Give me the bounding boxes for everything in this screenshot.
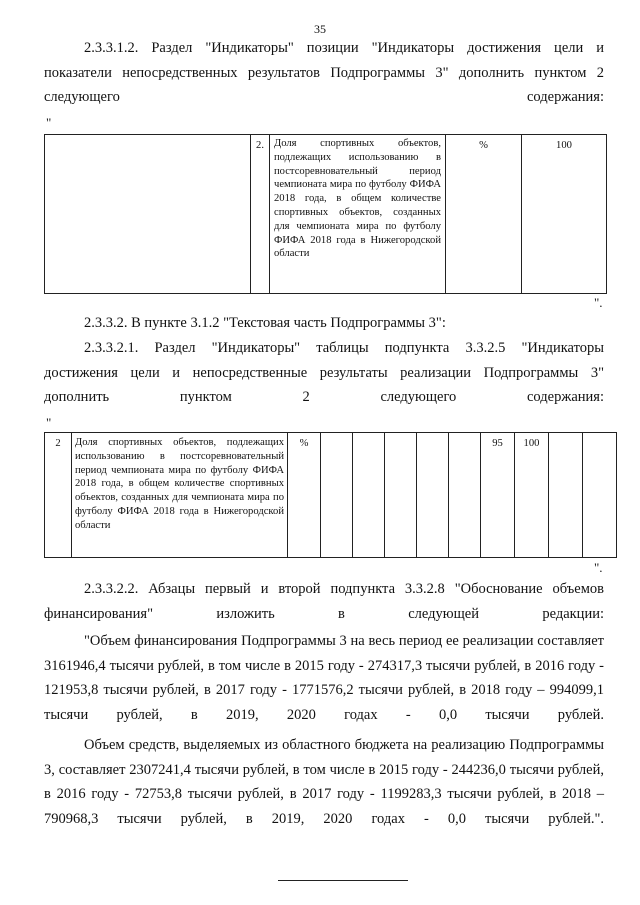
paragraph-2-3-3-2-2: 2.3.3.2.2. Абзацы первый и второй подпункта 3.3.2.8 "Обоснование объемов финансирования" изложить в следующей редакции: bbox=[44, 581, 604, 622]
empty-cell bbox=[385, 433, 417, 558]
table2-open-quote: " bbox=[46, 415, 52, 430]
unit-cell: % bbox=[446, 135, 522, 294]
indicator-name-text: Доля спортивных объектов, подлежащих использованию в постсоревновательный период чемпионата мира по футболу ФИФА 2018 года, в общем количестве спортивных объектов, созданных для чемпионата мира по футболу ФИФА 2018 года в Нижегородской области bbox=[274, 138, 441, 260]
empty-cell bbox=[353, 433, 385, 558]
value-cell: 100 bbox=[522, 135, 607, 294]
table1-open-quote: " bbox=[46, 115, 52, 130]
indicator-name-cell bbox=[270, 135, 446, 294]
table-row bbox=[45, 135, 607, 294]
paragraph-2-3-3-2-1: 2.3.3.2.1. Раздел "Индикаторы" таблицы подпункта 3.3.2.5 "Индикаторы достижения цели и непосредственные результаты реализации Подпрограммы 3" дополнить пунктом 2 следующего содержания: bbox=[44, 340, 604, 405]
table2-close-quote: ". bbox=[594, 560, 603, 575]
page-number: 35 bbox=[314, 22, 326, 36]
paragraph-2-3-3-2: 2.3.3.2. В пункте 3.1.2 "Текстовая часть Подпрограммы 3": bbox=[84, 315, 446, 331]
value-cell-2018: 95 bbox=[481, 433, 515, 558]
empty-cell bbox=[417, 433, 449, 558]
empty-cell bbox=[549, 433, 583, 558]
table1-close-quote: ". bbox=[594, 295, 603, 310]
indicators-table-2 bbox=[44, 432, 617, 558]
paragraph-2-3-3-1-2: 2.3.3.1.2. Раздел "Индикаторы" позиции "Индикаторы достижения цели и показатели непосредственных результатов Подпрограммы 3" дополнить пунктом 2 следующего содержания: bbox=[44, 40, 604, 105]
indicator-name-text: Доля спортивных объектов, подлежащих использованию в постсоревновательный период чемпионата мира по футболу ФИФА 2018 года, в общем количестве спортивных объектов, созданных для чемпионата мира по футболу ФИФА 2018 года в Нижегородской области bbox=[75, 437, 284, 531]
paragraph-financing-total: "Объем финансирования Подпрограммы 3 на весь период ее реализации составляет 3161946,4 тысячи рублей, в том числе в 2015 году - 274317,3 тысячи рублей, в 2016 году - 121953,8 тысячи рублей, в 2017 году - 1771576,2 тысячи рублей, в 2018 году – 994099,1 тысячи рублей, в 2019, 2020 годах - 0,0 тысячи рублей. bbox=[44, 633, 604, 723]
indicator-name-cell bbox=[72, 433, 288, 558]
empty-cell bbox=[583, 433, 617, 558]
footer-divider bbox=[278, 880, 408, 881]
row-number-cell: 2 bbox=[45, 433, 72, 558]
empty-cell bbox=[45, 135, 251, 294]
unit-cell: % bbox=[288, 433, 321, 558]
row-number-cell: 2. bbox=[251, 135, 270, 294]
table-row bbox=[45, 433, 617, 558]
empty-cell bbox=[449, 433, 481, 558]
paragraph-financing-regional: Объем средств, выделяемых из областного бюджета на реализацию Подпрограммы 3, составляет 2307241,4 тысячи рублей, в том числе в 2015 году - 244236,0 тысячи рублей, в 2016 году - 72753,8 тысячи рублей, в 2017 году - 1199283,3 тысячи рублей, в 2018 – 790968,3 тысячи рублей, в 2019, 2020 годах - 0,0 тысячи рублей.". bbox=[44, 737, 604, 827]
empty-cell bbox=[321, 433, 353, 558]
indicators-table-1 bbox=[44, 134, 607, 294]
value-cell-next: 100 bbox=[515, 433, 549, 558]
